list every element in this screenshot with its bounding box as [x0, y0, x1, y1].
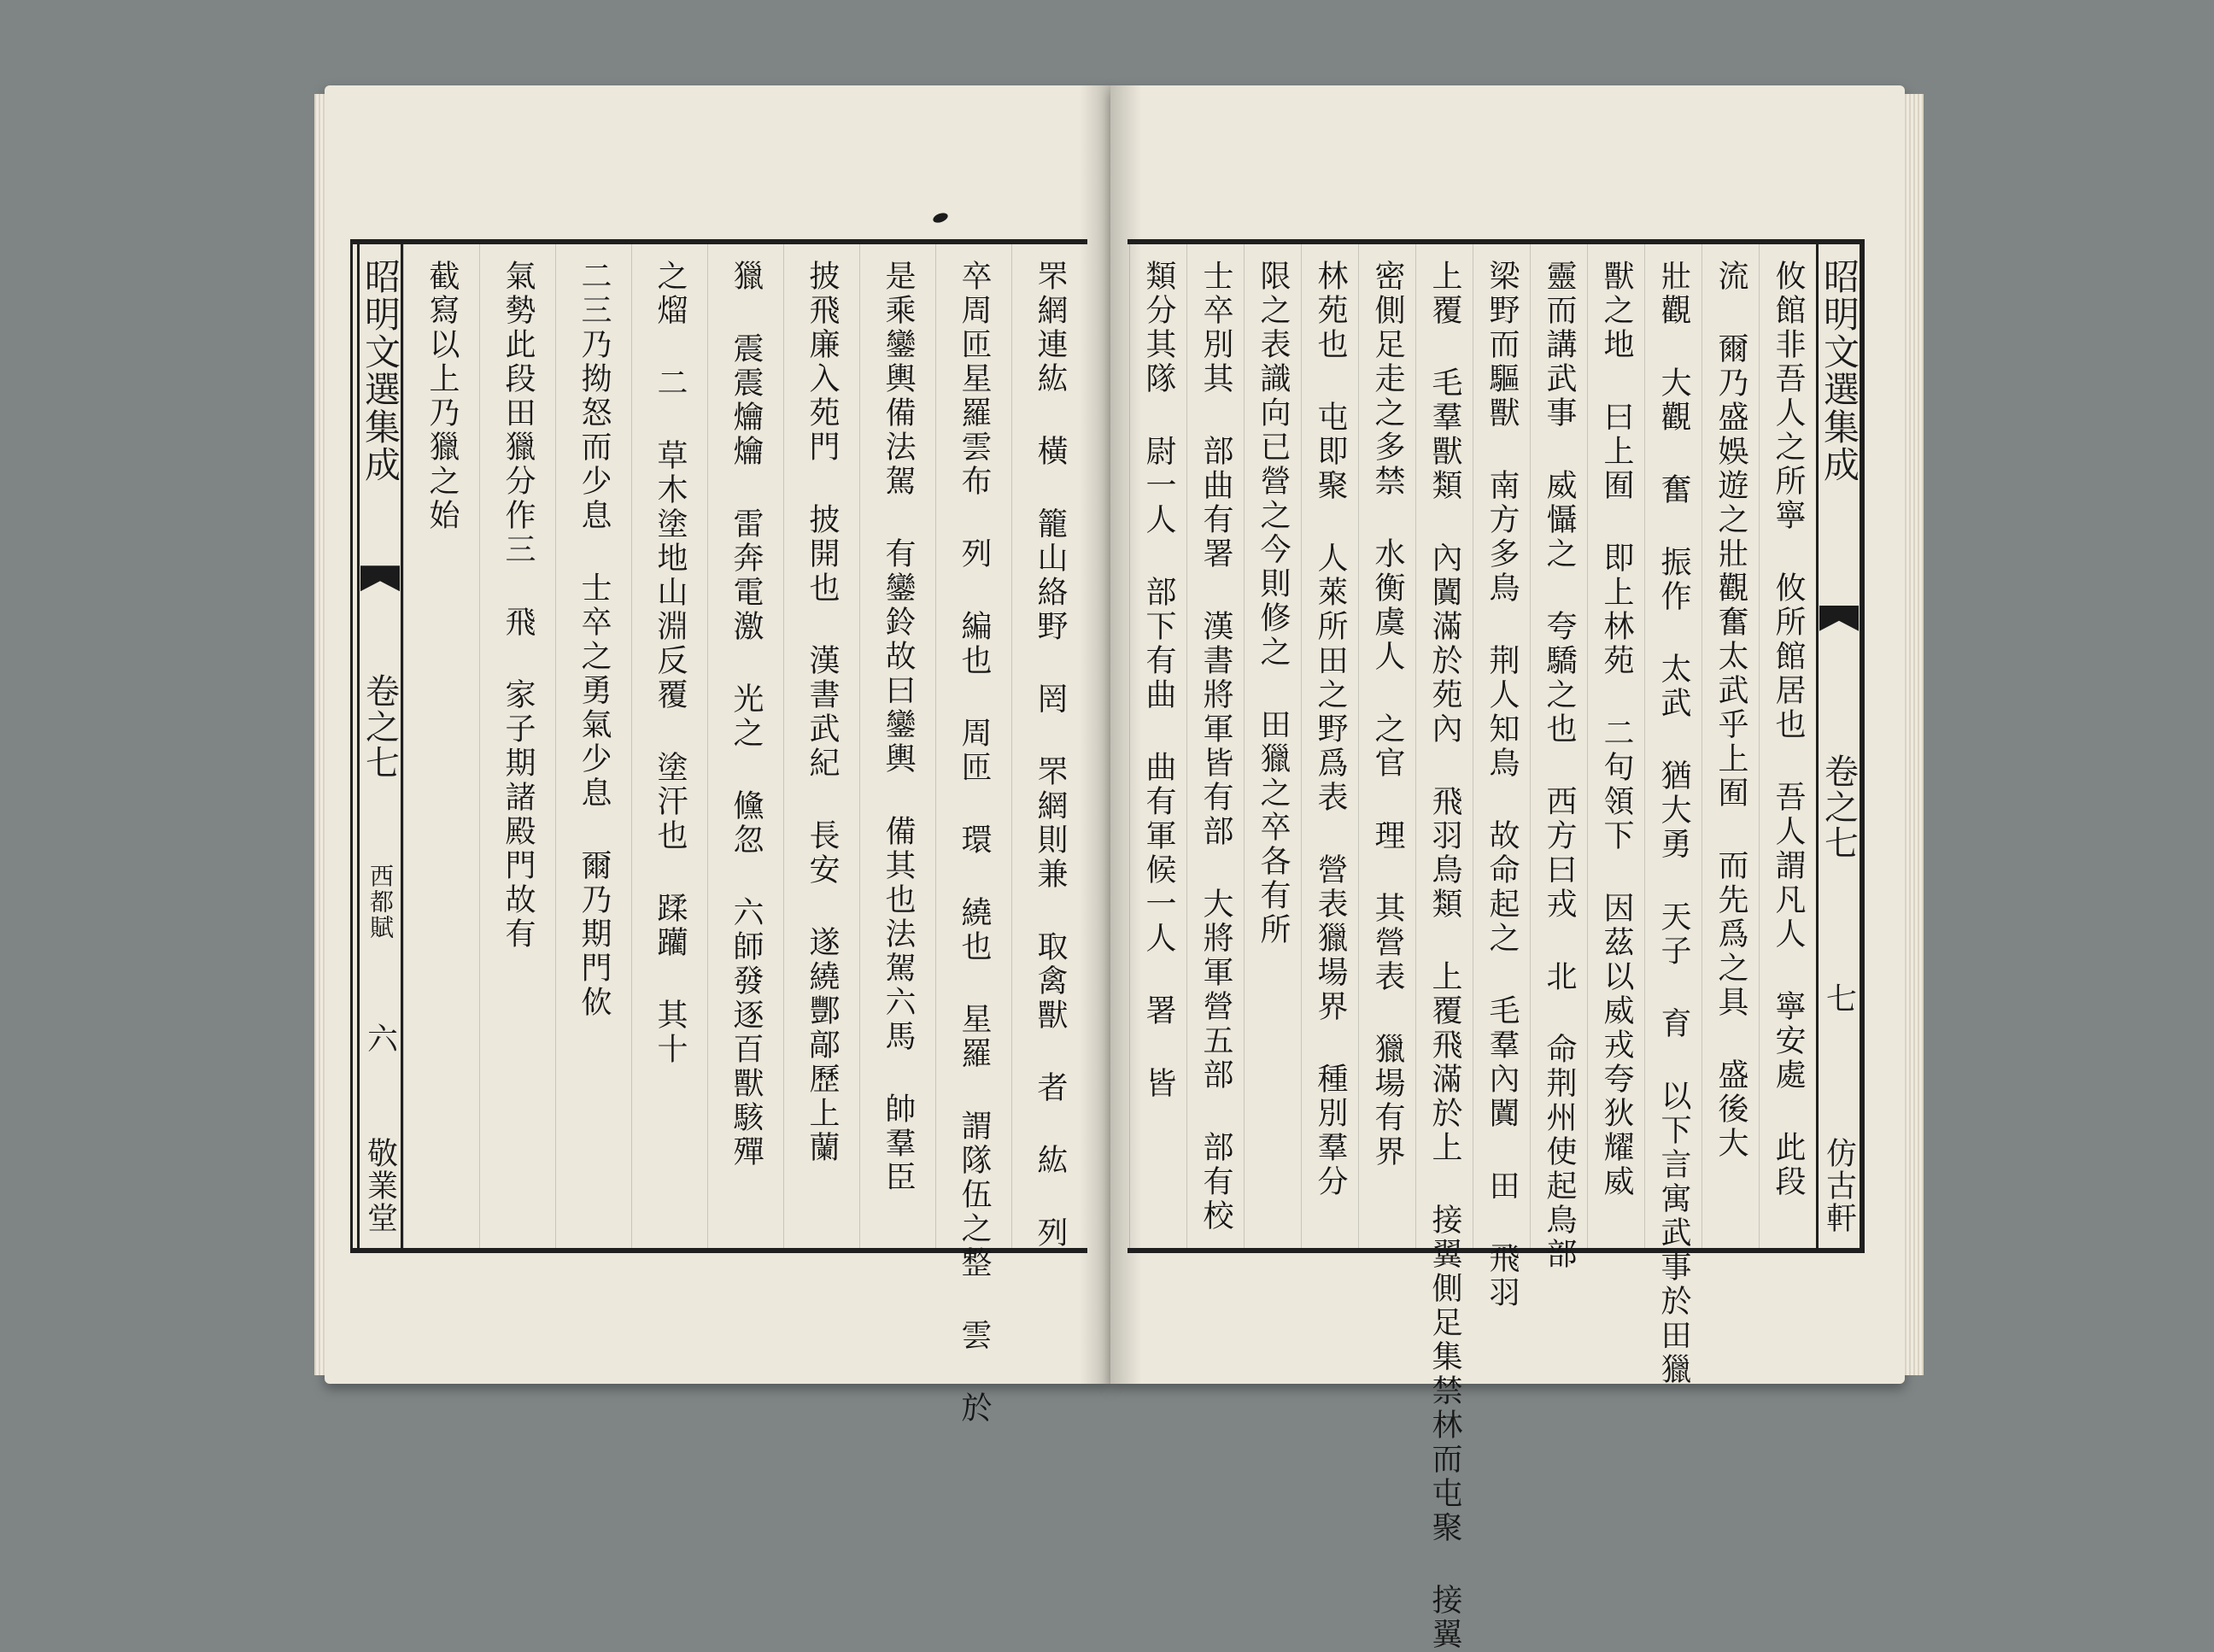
column-text: 密側足走之多禁 水衡虞人 之官 理 其營表 獵場有界 — [1370, 260, 1405, 1169]
column-text: 罘網連紘 橫 籠山絡野 罔 罘網則兼 取禽獸 者 紘 列 — [1033, 260, 1068, 1251]
text-column — [707, 244, 783, 1248]
column-text: 林苑也 屯即聚 人萊所田之野爲表 營表獵場界 種別羣分 — [1313, 260, 1348, 1199]
text-column — [1301, 244, 1358, 1248]
right-margin-chapter: 卷之七 — [1819, 753, 1859, 861]
column-text: 獵 震震爚爚 雷奔電激 光之 儵忽 六師發逐百獸駭殫 — [729, 260, 764, 1169]
column-text: 截寫以上乃獵之始 — [425, 260, 460, 533]
right-text-columns — [1128, 244, 1862, 1652]
right-page — [1110, 85, 1905, 1652]
text-column — [783, 244, 859, 1248]
column-text: 氣勢此段田獵分作三 飛 家子期諸殿門故有 — [501, 260, 536, 952]
right-text-frame — [1128, 239, 1865, 1652]
text-column — [479, 244, 555, 1248]
column-text: 獸之地 曰上囿 即上林苑 二句領下 因茲以威戎夸狄耀威 — [1599, 260, 1634, 1199]
text-column — [1759, 244, 1816, 1248]
text-column — [1702, 244, 1759, 1248]
text-column — [1186, 244, 1244, 1248]
text-column — [1473, 244, 1530, 1310]
text-column — [935, 244, 1011, 1426]
column-text: 攸館非吾人之所寧 攸所館居也 吾人謂凡人 寧安處 此段 — [1771, 260, 1806, 1199]
column-text: 壯觀 大觀 奮 振作 太武 猶大勇 天子 育 以下言寓武事於田獵 — [1656, 260, 1691, 1387]
left-margin-book-title: 昭明文選集成 — [360, 258, 401, 483]
right-margin-studio: 仿古軒 — [1821, 1137, 1857, 1234]
column-text: 士卒別其 部曲有署 漢書將軍皆有部 大將軍營五部 部有校 — [1198, 260, 1233, 1233]
open-book — [316, 85, 1913, 1652]
text-column — [555, 244, 631, 1248]
column-text: 之熘 二 草木塗地山淵反覆 塗汗也 蹂躪 其十 — [653, 260, 688, 1067]
column-text: 梁野而驅獸 南方多鳥 荆人知鳥 故命起之 毛羣內闐 田 飛羽 — [1485, 260, 1520, 1310]
column-text: 流 爾乃盛娛遊之壯觀奮太武乎上囿 而先爲之具 盛後大 — [1713, 260, 1748, 1161]
column-text: 卒周匝星羅雲布 列 編也 周匝 環 繞也 星羅 謂隊伍之整 雲 於 — [957, 260, 992, 1426]
column-text: 靈而講武事 威懾之 夸驕之也 西方曰戎 北 命荆州使起鳥部 — [1542, 260, 1577, 1272]
left-page-margin-strip — [357, 244, 403, 1248]
left-margin-folio: 六 — [362, 1022, 398, 1055]
text-column — [403, 244, 479, 1248]
column-text: 限之表識向已營之今則修之 田獵之卒各有所 — [1256, 260, 1291, 947]
left-page — [325, 85, 1110, 1426]
text-column — [1644, 244, 1702, 1387]
right-page-edge — [1905, 94, 1924, 1375]
column-text: 披飛廉入苑門 披開也 漢書武紀 長安 遂繞酆鄗歷上蘭 — [805, 260, 840, 1165]
left-margin-chapter: 卷之七 — [360, 673, 400, 782]
text-column — [631, 244, 707, 1248]
text-column — [1358, 244, 1415, 1248]
right-page-margin-strip — [1816, 244, 1862, 1248]
text-column — [1244, 244, 1301, 1248]
fishtail-mark — [1819, 606, 1859, 631]
text-column — [1530, 244, 1587, 1272]
left-text-columns — [353, 244, 1087, 1426]
left-margin-section: 西都賦 — [366, 863, 395, 940]
ink-smudge — [932, 211, 949, 225]
fishtail-mark — [360, 565, 400, 591]
left-page-edge — [314, 94, 325, 1375]
text-column — [1129, 244, 1186, 1248]
text-column — [1587, 244, 1644, 1248]
column-text: 是乘鑾輿備法駕 有鑾鈴故曰鑾輿 備其也法駕六馬 帥羣臣 — [881, 260, 916, 1195]
text-column — [1011, 244, 1087, 1251]
text-column — [859, 244, 935, 1248]
column-text: 上覆 毛羣獸類 內闐滿於苑內 飛羽鳥類 上覆飛滿於上 接翼側足集禁林而屯聚 接翼 — [1427, 260, 1462, 1652]
column-text: 類分其隊 尉一人 部下有曲 曲有軍候一人 署 皆 — [1141, 260, 1176, 1101]
column-text: 二三乃拗怒而少息 士卒之勇氣少息 爾乃期門佽 — [577, 260, 612, 1020]
left-text-frame — [350, 239, 1087, 1426]
right-margin-book-title: 昭明文選集成 — [1819, 258, 1860, 483]
left-margin-studio: 敬業堂 — [362, 1136, 398, 1234]
right-margin-folio: 七 — [1821, 982, 1857, 1016]
text-column — [1415, 244, 1473, 1652]
